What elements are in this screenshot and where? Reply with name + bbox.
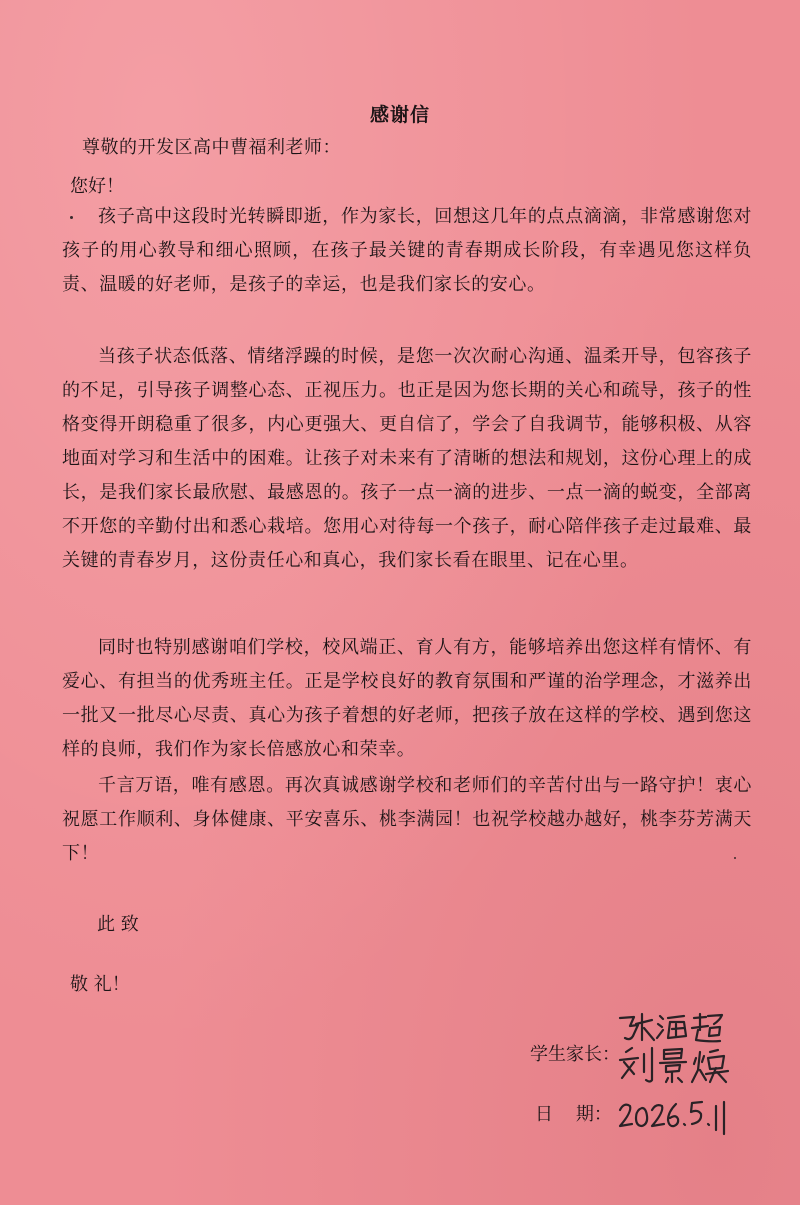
paragraph-1	[62, 200, 752, 302]
paragraph-text: 同时也特别感谢咱们学校，校风端正、育人有方，能够培养出您这样有情怀、有爱心、有担当的优秀班主任。正是学校良好的教育氛围和严谨的治学理念，才滋养出一批又一批尽心尽责、真心为孩子着想的好老师，把孩子放在这样的学校、遇到您这样的良师，我们作为家长倍感放心和荣幸。	[62, 637, 752, 760]
paragraph-text: 当孩子状态低落、情绪浮躁的时候，是您一次次耐心沟通、温柔开导，包容孩子的不足，引导孩子调整心态、正视压力。也正是因为您长期的关心和疏导，孩子的性格变得开朗稳重了很多，内心更强大、更自信了，学会了自我调节，能够积极、从容地面对学习和生活中的困难。让孩子对未来有了清晰的想法和规划，这份心理上的成长，是我们家长最欣慰、最感恩的。孩子一点一滴的进步、一点一滴的蜕变，全部离不开您的辛勤付出和悉心栽培。您用心对待每一个孩子，耐心陪伴孩子走过最难、最关键的青春岁月，这份责任心和真心，我们家长看在眼里、记在心里。	[62, 346, 752, 571]
handwritten-date	[616, 1094, 736, 1140]
closing-line-1: 此 致	[97, 914, 139, 935]
handwritten-signature	[600, 1008, 740, 1088]
paragraph-2	[62, 340, 752, 578]
paragraph-text: 孩子高中这段时光转瞬即逝，作为家长，回想这几年的点点滴滴，非常感谢您对孩子的用心教导和细心照顾，在孩子最关键的青春期成长阶段，有幸遇见您这样负责、温暖的好老师，是孩子的幸运，也是我们家长的安心。	[62, 206, 752, 295]
letter-title: 感谢信	[369, 104, 430, 126]
parent-label: 学生家长：	[530, 1044, 620, 1065]
paragraph-3	[62, 631, 752, 767]
paragraph-4	[62, 769, 752, 871]
date-label: 日 期：	[535, 1104, 612, 1125]
salutation: 尊敬的开发区高中曹福利老师：	[82, 137, 341, 158]
greeting: 您好！	[70, 176, 124, 197]
closing-line-2: 敬 礼！	[70, 974, 130, 995]
paragraph-text: 千言万语，唯有感恩。再次真诚感谢学校和老师们的辛苦付出与一路守护！衷心祝愿工作顺利、身体健康、平安喜乐、桃李满园！也祝学校越办越好，桃李芬芳满天下！	[62, 775, 752, 864]
